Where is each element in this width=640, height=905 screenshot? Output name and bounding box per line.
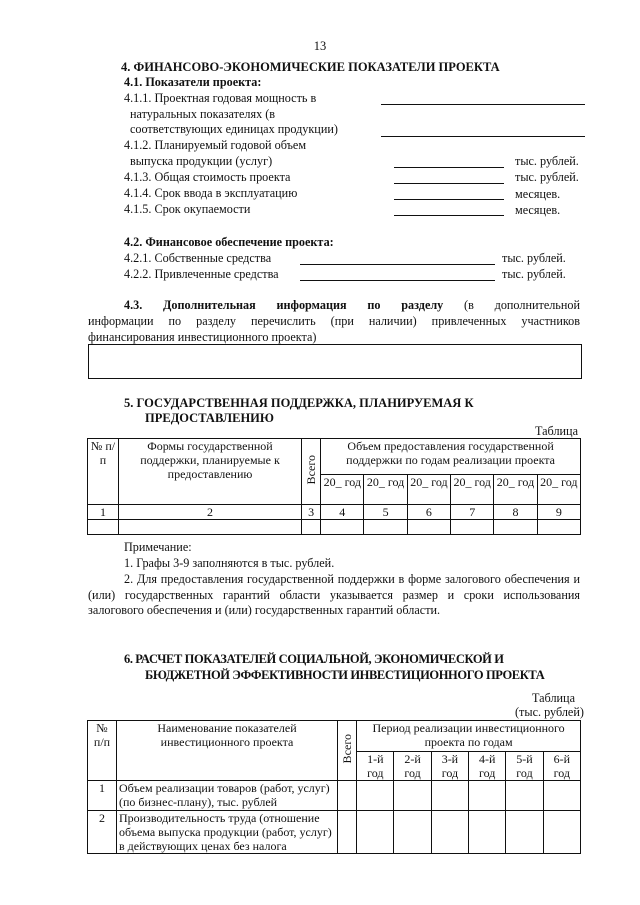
field-4-1-1-line2[interactable] bbox=[381, 136, 585, 137]
table-row bbox=[88, 781, 581, 810]
field-4-1-5[interactable] bbox=[394, 215, 504, 216]
subsection-4-2-title: 4.2. Финансовое обеспечение проекта: bbox=[124, 235, 334, 249]
note-2: 2. Для предоставления государственной поддержки в форме залогового обеспечения и (или) государственных гарантий области указывается размер и сроки использования залогового обеспечения и (или) государственных гарантий области. bbox=[88, 572, 580, 618]
empty-cell[interactable] bbox=[321, 520, 364, 535]
column-number: 7 bbox=[451, 505, 494, 520]
empty-cell[interactable] bbox=[431, 810, 468, 853]
th6-year: 6-й год bbox=[543, 752, 580, 781]
column-number: 2 bbox=[119, 505, 302, 520]
row-name: Производительность труда (отношение объема выпуска продукции (работ, услуг) в действующих ценах без налога bbox=[117, 810, 338, 853]
empty-cell[interactable] bbox=[407, 520, 450, 535]
item-4-2-1: 4.2.1. Собственные средства bbox=[124, 251, 272, 265]
empty-cell[interactable] bbox=[338, 810, 357, 853]
empty-cell[interactable] bbox=[494, 520, 537, 535]
note-title: Примечание: bbox=[124, 540, 192, 554]
section-5-title-line2: ПРЕДОСТАВЛЕНИЮ bbox=[145, 411, 274, 425]
column-number: 6 bbox=[407, 505, 450, 520]
note-1: 1. Графы 3-9 заполняются в тыс. рублей. bbox=[124, 556, 335, 570]
empty-cell[interactable] bbox=[338, 781, 357, 810]
th-year: 20_ год bbox=[494, 475, 537, 505]
empty-cell[interactable] bbox=[469, 810, 506, 853]
unit-4-1-4: месяцев. bbox=[515, 187, 561, 201]
column-number: 1 bbox=[88, 505, 119, 520]
th-year: 20_ год bbox=[321, 475, 364, 505]
efficiency-table bbox=[87, 720, 581, 854]
item-4-1-1-line3: соответствующих единицах продукции) bbox=[130, 122, 338, 136]
th6-total bbox=[338, 721, 357, 781]
item-4-1-4: 4.1.4. Срок ввода в эксплуатацию bbox=[124, 186, 298, 200]
th6-year: 5-й год bbox=[506, 752, 543, 781]
th6-num: № п/п bbox=[88, 721, 117, 781]
th-year: 20_ год bbox=[407, 475, 450, 505]
field-4-1-2[interactable] bbox=[394, 167, 504, 168]
th6-year: 4-й год bbox=[469, 752, 506, 781]
th-total-text: Всего bbox=[304, 455, 318, 485]
support-table bbox=[87, 438, 581, 535]
page-number: 13 bbox=[313, 39, 327, 53]
subsection-4-1-title: 4.1. Показатели проекта: bbox=[124, 75, 262, 89]
section-6-title-line1: 6. РАСЧЕТ ПОКАЗАТЕЛЕЙ СОЦИАЛЬНОЙ, ЭКОНОМИЧЕСКОЙ И bbox=[124, 652, 504, 666]
item-4-1-2-line1: 4.1.2. Планируемый годовой объем bbox=[124, 138, 307, 152]
item-4-1-3: 4.1.3. Общая стоимость проекта bbox=[124, 170, 291, 184]
item-4-1-1-line1: 4.1.1. Проектная годовая мощность в bbox=[124, 91, 317, 105]
column-number: 8 bbox=[494, 505, 537, 520]
empty-cell[interactable] bbox=[394, 781, 431, 810]
section-6-title-line2: БЮДЖЕТНОЙ ЭФФЕКТИВНОСТИ ИНВЕСТИЦИОННОГО ПРОЕКТА bbox=[145, 668, 545, 682]
empty-cell[interactable] bbox=[506, 781, 543, 810]
section-5-title-line1: 5. ГОСУДАРСТВЕННАЯ ПОДДЕРЖКА, ПЛАНИРУЕМАЯ К bbox=[124, 396, 474, 410]
th-forms: Формы государственной поддержки, планируемые к предоставлению bbox=[119, 439, 302, 505]
item-4-1-2-line2: выпуска продукции (услуг) bbox=[130, 154, 273, 168]
empty-cell[interactable] bbox=[506, 810, 543, 853]
unit-4-2-1: тыс. рублей. bbox=[502, 251, 566, 265]
field-4-2-2[interactable] bbox=[300, 280, 495, 281]
empty-cell[interactable] bbox=[431, 781, 468, 810]
th6-year: 3-й год bbox=[431, 752, 468, 781]
th6-year: 1-й год bbox=[357, 752, 394, 781]
th-num: № п/п bbox=[88, 439, 119, 505]
th6-period: Период реализации инвестиционного проекта по годам bbox=[357, 721, 581, 752]
empty-cell[interactable] bbox=[543, 810, 580, 853]
th-total bbox=[302, 439, 321, 505]
empty-cell[interactable] bbox=[357, 810, 394, 853]
empty-cell[interactable] bbox=[364, 520, 407, 535]
column-number: 4 bbox=[321, 505, 364, 520]
unit-4-1-2: тыс. рублей. bbox=[515, 154, 579, 168]
field-4-1-4[interactable] bbox=[394, 199, 504, 200]
th-year: 20_ год bbox=[364, 475, 407, 505]
item-4-3-line1 bbox=[124, 298, 580, 314]
field-4-2-1[interactable] bbox=[300, 264, 495, 265]
empty-cell[interactable] bbox=[119, 520, 302, 535]
section-6-table-label: Таблица bbox=[532, 691, 575, 705]
empty-cell[interactable] bbox=[469, 781, 506, 810]
section-4-title: 4. ФИНАНСОВО-ЭКОНОМИЧЕСКИЕ ПОКАЗАТЕЛИ ПРОЕКТА bbox=[121, 60, 500, 74]
unit-4-2-2: тыс. рублей. bbox=[502, 267, 566, 281]
section-6-table-unit: (тыс. рублей) bbox=[515, 705, 584, 719]
unit-4-1-5: месяцев. bbox=[515, 203, 561, 217]
additional-info-box[interactable] bbox=[88, 344, 582, 379]
item-4-3-rest: (в дополнительной bbox=[464, 298, 581, 312]
th6-year: 2-й год bbox=[394, 752, 431, 781]
row-name: Объем реализации товаров (работ, услуг) (по бизнес-плану), тыс. рублей bbox=[117, 781, 338, 810]
table-row bbox=[88, 810, 581, 853]
row-number: 1 bbox=[88, 781, 117, 810]
empty-cell[interactable] bbox=[88, 520, 119, 535]
column-number: 9 bbox=[537, 505, 580, 520]
column-number: 3 bbox=[302, 505, 321, 520]
th-year: 20_ год bbox=[451, 475, 494, 505]
item-4-1-1-line2: натуральных показателях (в bbox=[130, 107, 276, 121]
section-5-table-label: Таблица bbox=[535, 424, 578, 438]
empty-cell[interactable] bbox=[451, 520, 494, 535]
column-number: 5 bbox=[364, 505, 407, 520]
field-4-1-3[interactable] bbox=[394, 183, 504, 184]
row-number: 2 bbox=[88, 810, 117, 853]
empty-cell[interactable] bbox=[394, 810, 431, 853]
empty-cell[interactable] bbox=[543, 781, 580, 810]
empty-cell[interactable] bbox=[357, 781, 394, 810]
empty-cell[interactable] bbox=[302, 520, 321, 535]
item-4-3-line3: финансирования инвестиционного проекта) bbox=[88, 330, 317, 344]
item-4-3-bold: 4.3. Дополнительная информация по разделу bbox=[124, 298, 444, 312]
item-4-2-2: 4.2.2. Привлеченные средства bbox=[124, 267, 279, 281]
th-volume: Объем предоставления государственной поддержки по годам реализации проекта bbox=[321, 439, 581, 475]
item-4-1-5: 4.1.5. Срок окупаемости bbox=[124, 202, 251, 216]
th6-name: Наименование показателей инвестиционного проекта bbox=[117, 721, 338, 781]
field-4-1-1-line1[interactable] bbox=[381, 104, 585, 105]
item-4-3-line2: информации по разделу перечислить (при наличии) привлеченных участников bbox=[88, 314, 580, 328]
unit-4-1-3: тыс. рублей. bbox=[515, 170, 579, 184]
empty-cell[interactable] bbox=[537, 520, 580, 535]
th6-total-text: Всего bbox=[340, 734, 354, 764]
th-year: 20_ год bbox=[537, 475, 580, 505]
